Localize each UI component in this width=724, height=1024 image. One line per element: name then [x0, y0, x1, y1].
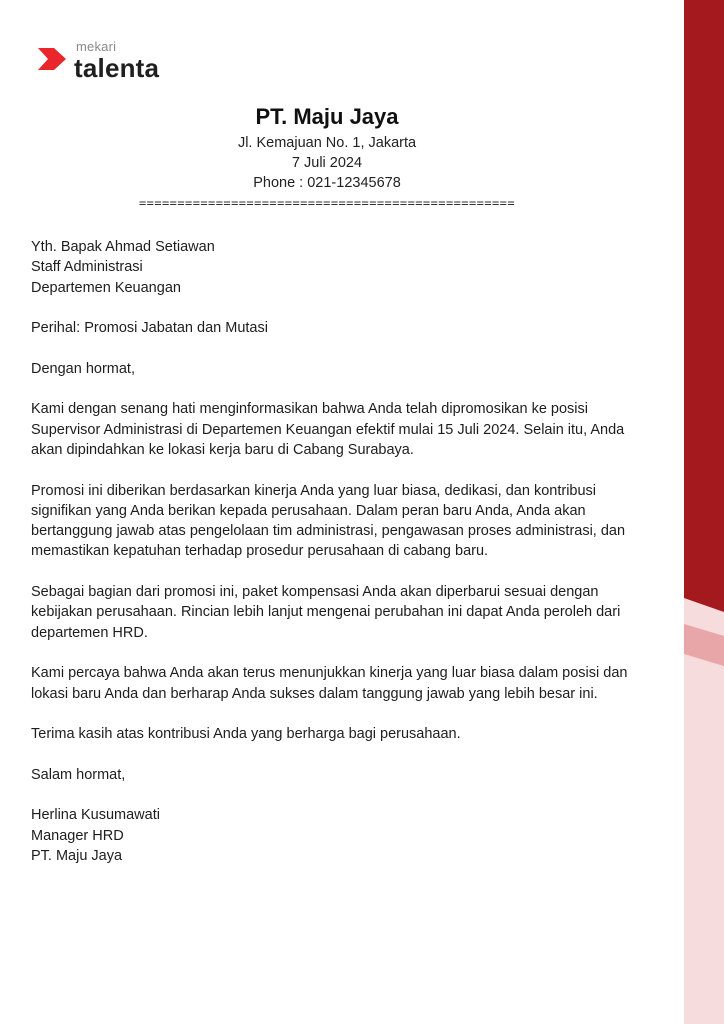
- decorative-side-band: [684, 0, 724, 1024]
- letter-body: [31, 237, 631, 866]
- letter-subject: Perihal: Promosi Jabatan dan Mutasi: [31, 320, 268, 337]
- recipient-position: Staff Administrasi: [31, 259, 143, 276]
- paragraph-expectation: Kami percaya bahwa Anda akan terus menunjukkan kinerja yang luar biasa dalam posisi dan lokasi baru Anda dan berharap Anda sukses dalam tanggung jawab yang lebih besar ini.: [31, 665, 628, 702]
- letter-closing: Salam hormat,: [31, 766, 126, 783]
- paragraph-thanks: Terima kasih atas kontribusi Anda yang berharga bagi perusahaan.: [31, 726, 461, 743]
- paragraph-promotion: Kami dengan senang hati menginformasikan bahwa Anda telah dipromosikan ke posisi Supervisor Administrasi di Departemen Keuangan efektif mulai 15 Juli 2024. Selain itu, Anda akan dipindahkan ke lokasi kerja baru di Cabang Surabaya.: [31, 401, 625, 458]
- signatory-title: Manager HRD: [31, 827, 124, 844]
- signature-block: [31, 805, 631, 866]
- company-address: Jl. Kemajuan No. 1, Jakarta: [237, 135, 417, 151]
- recipient-block: [31, 237, 631, 298]
- signatory-name: Herlina Kusumawati: [31, 807, 160, 824]
- brand-logo: [36, 39, 176, 83]
- paragraph-compensation: Sebagai bagian dari promosi ini, paket kompensasi Anda akan diperbarui sesuai dengan kebijakan perusahaan. Rincian lebih lanjut mengenai perubahan ini dapat Anda peroleh dari departemen HRD.: [31, 584, 621, 641]
- signatory-company: PT. Maju Jaya: [31, 847, 123, 864]
- letter-date: 7 Juli 2024: [291, 155, 363, 171]
- paragraph-reason: Promosi ini diberikan berdasarkan kinerja Anda yang luar biasa, dedikasi, dan kontribusi signifikan yang Anda berikan kepada perusahaan. Dalam peran baru Anda, Anda akan bertanggung jawab atas pengelolaan tim administrasi, pengawasan proses administrasi, dan memastikan kepatuhan terhadap prosedur perusahaan di cabang baru.: [31, 482, 626, 560]
- letter-salutation: Dengan hormat,: [31, 360, 135, 377]
- brand-name-text: talenta: [74, 53, 160, 83]
- brand-mark-icon: [36, 44, 68, 74]
- brand-small-text: mekari: [76, 39, 117, 54]
- band-dark-red: [684, 0, 724, 612]
- company-name: PT. Maju Jaya: [255, 104, 399, 129]
- recipient-department: Departemen Keuangan: [31, 279, 181, 296]
- letterhead-separator: =================================================: [138, 196, 516, 210]
- recipient-name: Yth. Bapak Ahmad Setiawan: [31, 239, 215, 255]
- company-phone: Phone : 021-12345678: [253, 175, 401, 191]
